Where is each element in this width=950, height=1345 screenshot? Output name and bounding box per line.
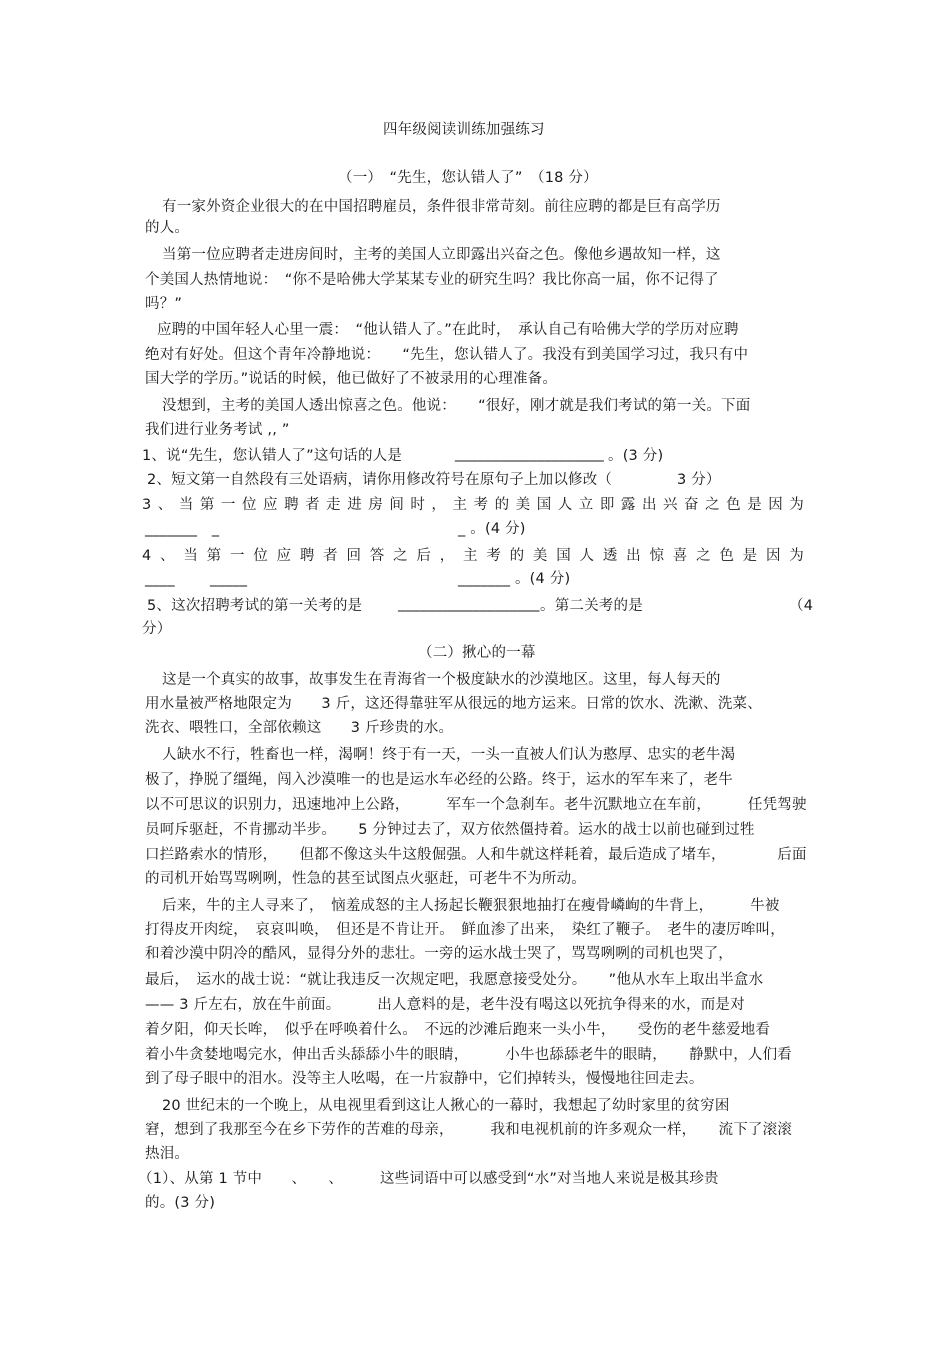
paragraph-line: 国大学的学历。”说话的时候，他已做好了不被录用的心理准备。 (145, 371, 558, 387)
paragraph-line: 热泪。 (145, 1146, 190, 1162)
question-score: 3 分） (677, 472, 721, 488)
paragraph-line: 的人。 (145, 220, 190, 236)
paragraph-line: 后来，牛的主人寻来了， 恼羞成怒的主人扬起长鞭狠狠地抽打在瘦骨嶙峋的牛背上， 牛被 (162, 898, 780, 914)
question-score: （4 (789, 598, 814, 614)
paragraph-line: 这是一个真实的故事，故事发生在青海省一个极度缺水的沙漠地区。这里，每人每天的 (162, 672, 721, 688)
paragraph-line: 着夕阳，仰天长哞， 似乎在呼唤着什么。 不远的沙滩后跑来一头小牛， 受伤的老牛慈爱地看 (145, 1022, 771, 1038)
question-3: 3、当第一位应聘者走进房间时，主考的美国人立即露出兴奋之色是因为 (142, 497, 804, 513)
paragraph-line: 到了母子眼中的泪水。没等主人吆喝，在一片寂静中，它们掉转头，慢慢地往回走去。 (145, 1071, 704, 1087)
answer-blank[interactable]: _______ 。(4 分) (458, 571, 571, 587)
paragraph-line: 的司机开始骂骂咧咧，性急的甚至试图点火驱赶，可老牛不为所动。 (145, 871, 586, 887)
paragraph-line: 没想到，主考的美国人透出惊喜之色。他说： “很好，刚才就是我们考试的第一关。下面 (162, 398, 751, 414)
answer-blank[interactable]: ____________________ (455, 446, 604, 462)
paragraph-line: 应聘的中国年轻人心里一震： “他认错人了。”在此时， 承认自己有哈佛大学的学历对应聘 (157, 322, 739, 338)
question-4: 4、当第一位应聘者回答之后，主考的美国人透出惊喜之色是因为 (142, 548, 804, 564)
question-5: 5、这次招聘考试的第一关考的是 (147, 598, 363, 614)
paragraph-line: 着小牛贪婪地喝完水，伸出舌头舔舔小牛的眼睛， 小牛也舔舔老牛的眼睛， 静默中，人们看 (145, 1047, 792, 1063)
paragraph-line: 人缺水不行，牲畜也一样，渴啊！终于有一天，一头一直被人们认为憨厚、忠实的老牛渴 (162, 747, 736, 763)
paragraph-line: 和着沙漠中阴冷的酷风，显得分外的悲壮。一旁的运水战士哭了，骂骂咧咧的司机也哭了， (145, 946, 733, 962)
section1-heading: （一） “先生，您认错人了” （18 分） (338, 170, 598, 186)
answer-blank[interactable]: _______ _ (145, 521, 220, 537)
question-score: 。(3 分) (608, 448, 664, 464)
answer-blank[interactable]: ___________________ (398, 596, 540, 612)
paragraph-line: 吗？” (145, 296, 183, 312)
paragraph-line: 我们进行业务考试 ,, ” (145, 422, 290, 438)
paragraph-line: 洗衣、喂牲口，全部依赖这 3 斤珍贵的水。 (145, 720, 454, 736)
question-text: 。第二关考的是 (540, 598, 643, 614)
paragraph-line: 窘，想到了我那至今在乡下劳作的苦难的母亲， 我和电视机前的许多观众一样， 流下了滚滚 (145, 1122, 792, 1138)
paragraph-line: 打得皮开肉绽， 哀哀叫唤， 但还是不肯让开。 鲜血渗了出来， 染红了鞭子。 老牛的凄厉哞叫， (145, 922, 785, 938)
answer-blank[interactable]: _____ (210, 571, 248, 587)
paragraph-line: 当第一位应聘者走进房间时，主考的美国人立即露出兴奋之色。像他乡遇故知一样，这 (162, 247, 721, 263)
question-2: 2、短文第一自然段有三处语病，请你用修改符号在原句子上加以修改（ (147, 472, 613, 488)
paragraph-line: 个美国人热情地说： “你不是哈佛大学某某专业的研究生吗？我比你高一届，你不记得了 (145, 272, 719, 288)
document-title: 四年级阅读训练加强练习 (383, 122, 545, 138)
paragraph-line: 以不可思议的识别力，迅速地冲上公路， 军车一个急刹车。老牛沉默地立在车前， 任凭驾驶 (145, 797, 807, 813)
question-score: 分） (142, 621, 172, 637)
question-1: 1、说“先生，您认错人了”这句话的人是 (142, 448, 403, 464)
paragraph-line: 员呵斥驱赶，不肯挪动半步。 5 分钟过去了，双方依然僵持着。运水的战士以前也碰到过牲 (145, 822, 755, 838)
paragraph-line: 绝对有好处。但这个青年冷静地说： “先生，您认错人了。我没有到美国学习过，我只有中 (145, 347, 749, 363)
paragraph-line: 20 世纪末的一个晚上，从电视里看到这让人揪心的一幕时，我想起了幼时家里的贫穷困 (162, 1098, 730, 1114)
answer-blank[interactable]: ____ (145, 571, 175, 587)
section2-question-1: （1）、从第 1 节中 、 、 这些词语中可以感受到“水”对当地人来说是极其珍贵 (138, 1171, 719, 1187)
paragraph-line: 极了，挣脱了缰绳，闯入沙漠唯一的也是运水车必经的公路。终于，运水的军车来了，老牛 (145, 772, 733, 788)
paragraph-line: 口拦路索水的情形， 但都不像这头牛这般倔强。人和牛就这样耗着，最后造成了堵车， 后面 (145, 847, 807, 863)
question-score: 的。(3 分) (145, 1195, 216, 1211)
paragraph-line: 最后， 运水的战士说：“就让我违反一次规定吧，我愿意接受处分。 ”他从水车上取出半盒水 (145, 972, 764, 988)
paragraph-line: 有一家外资企业很大的在中国招聘雇员，条件很非常苛刻。前往应聘的都是巨有高学历 (162, 199, 721, 215)
section2-heading: （二）揪心的一幕 (418, 645, 536, 661)
answer-blank[interactable]: _ 。(4 分) (458, 521, 526, 537)
paragraph-line: 用水量被严格地限定为 3 斤，这还得靠驻军从很远的地方运来。日常的饮水、洗漱、洗菜、 (145, 696, 762, 712)
paragraph-line: —— 3 斤左右，放在牛前面。 出人意料的是，老牛没有喝这以死抗争得来的水，而是对 (145, 997, 745, 1013)
